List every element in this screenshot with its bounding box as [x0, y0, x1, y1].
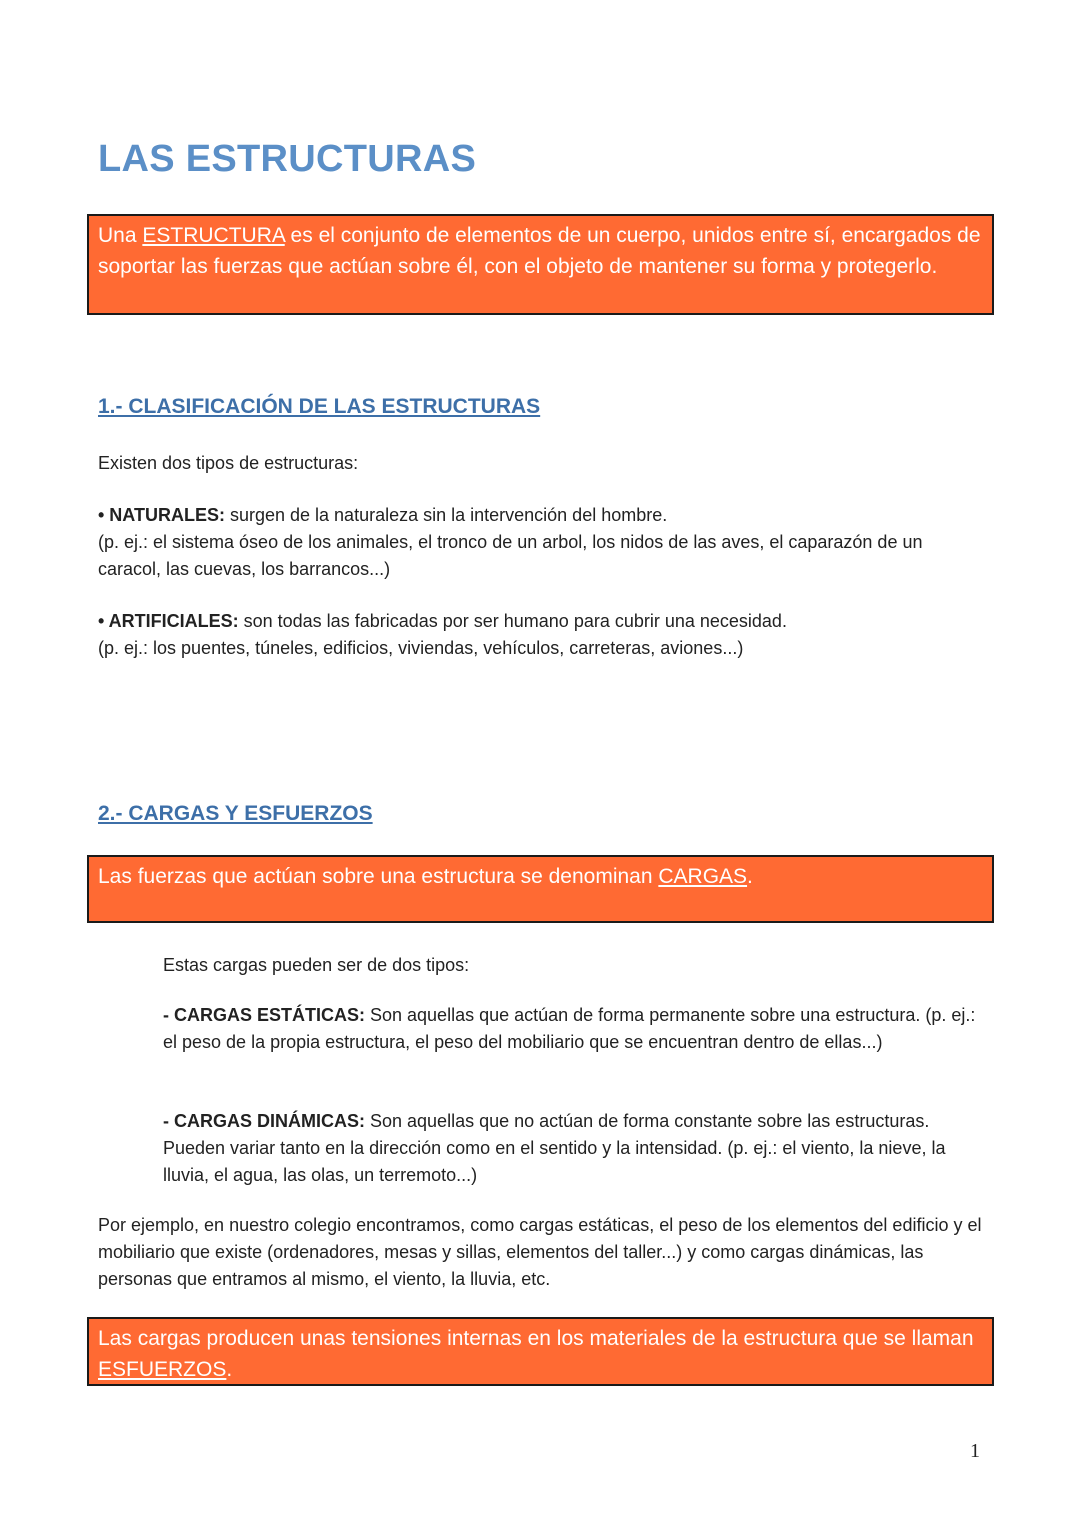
section2-intro: Estas cargas pueden ser de dos tipos:	[163, 955, 470, 975]
esfuerzos-box	[87, 1317, 994, 1386]
definition-text: es el conjunto de elementos de un cuerpo, unidos entre sí, encargados de soportar las fuerzas que actúan sobre él, con el objeto de mantener su forma y protegerlo.	[98, 224, 981, 278]
esfuerzos-suffix: .	[226, 1358, 233, 1381]
esfuerzos-term: ESFUERZOS	[98, 1358, 227, 1381]
section1-intro: Existen dos tipos de estructuras:	[98, 453, 359, 473]
artificiales-example: (p. ej.: los puentes, túneles, edificios, viviendas, vehículos, carreteras, aviones...)	[98, 638, 744, 658]
estaticas-label: - CARGAS ESTÁTICAS:	[163, 1005, 365, 1025]
definition-term: ESTRUCTURA	[142, 224, 285, 247]
artificiales-item	[98, 608, 983, 662]
estaticas-text: Son aquellas que actúan de forma permanente sobre una estructura. (p. ej.: el peso de la propia estructura, el peso del mobiliario que se encuentran dentro de ellas...)	[163, 1005, 976, 1052]
page-title: LAS ESTRUCTURAS	[98, 138, 477, 180]
artificiales-label: • ARTIFICIALES:	[98, 611, 239, 631]
cargas-prefix: Las fuerzas que actúan sobre una estructura se denominan	[98, 865, 659, 888]
naturales-text: surgen de la naturaleza sin la intervención del hombre.	[224, 505, 668, 525]
dinamicas-text: Son aquellas que no actúan de forma constante sobre las estructuras. Pueden variar tanto en la dirección como en el sentido y la intensidad. (p. ej.: el viento, la nieve, la lluvia, el agua, las olas, un terremoto...)	[163, 1111, 946, 1185]
esfuerzos-prefix: Las cargas producen unas tensiones internas en los materiales de la estructura que se llaman	[98, 1327, 974, 1350]
ejemplo-paragraph: Por ejemplo, en nuestro colegio encontramos, como cargas estáticas, el peso de los elementos del edificio y el mobiliario que existe (ordenadores, mesas y sillas, elementos del taller...) y como cargas dinámicas, las personas que entramos al mismo, el viento, la lluvia, etc.	[98, 1215, 982, 1289]
estaticas-item	[163, 1002, 983, 1056]
naturales-label: • NATURALES:	[98, 505, 225, 525]
dinamicas-item	[163, 1108, 983, 1189]
artificiales-text: son todas las fabricadas por ser humano para cubrir una necesidad.	[238, 611, 787, 631]
naturales-item	[98, 502, 983, 583]
section2-heading: 2.- CARGAS Y ESFUERZOS	[98, 802, 373, 825]
definition-box	[87, 214, 994, 315]
dinamicas-label: - CARGAS DINÁMICAS:	[163, 1111, 365, 1131]
cargas-term: CARGAS	[658, 865, 748, 888]
naturales-example: (p. ej.: el sistema óseo de los animales, el tronco de un arbol, los nidos de las aves, el caparazón de un caracol, las cuevas, los barrancos...)	[98, 532, 923, 579]
section1-heading: 1.- CLASIFICACIÓN DE LAS ESTRUCTURAS	[98, 395, 541, 418]
page-number: 1	[970, 1440, 980, 1462]
cargas-box	[87, 855, 994, 923]
definition-prefix: Una	[98, 224, 143, 247]
cargas-suffix: .	[747, 865, 753, 888]
